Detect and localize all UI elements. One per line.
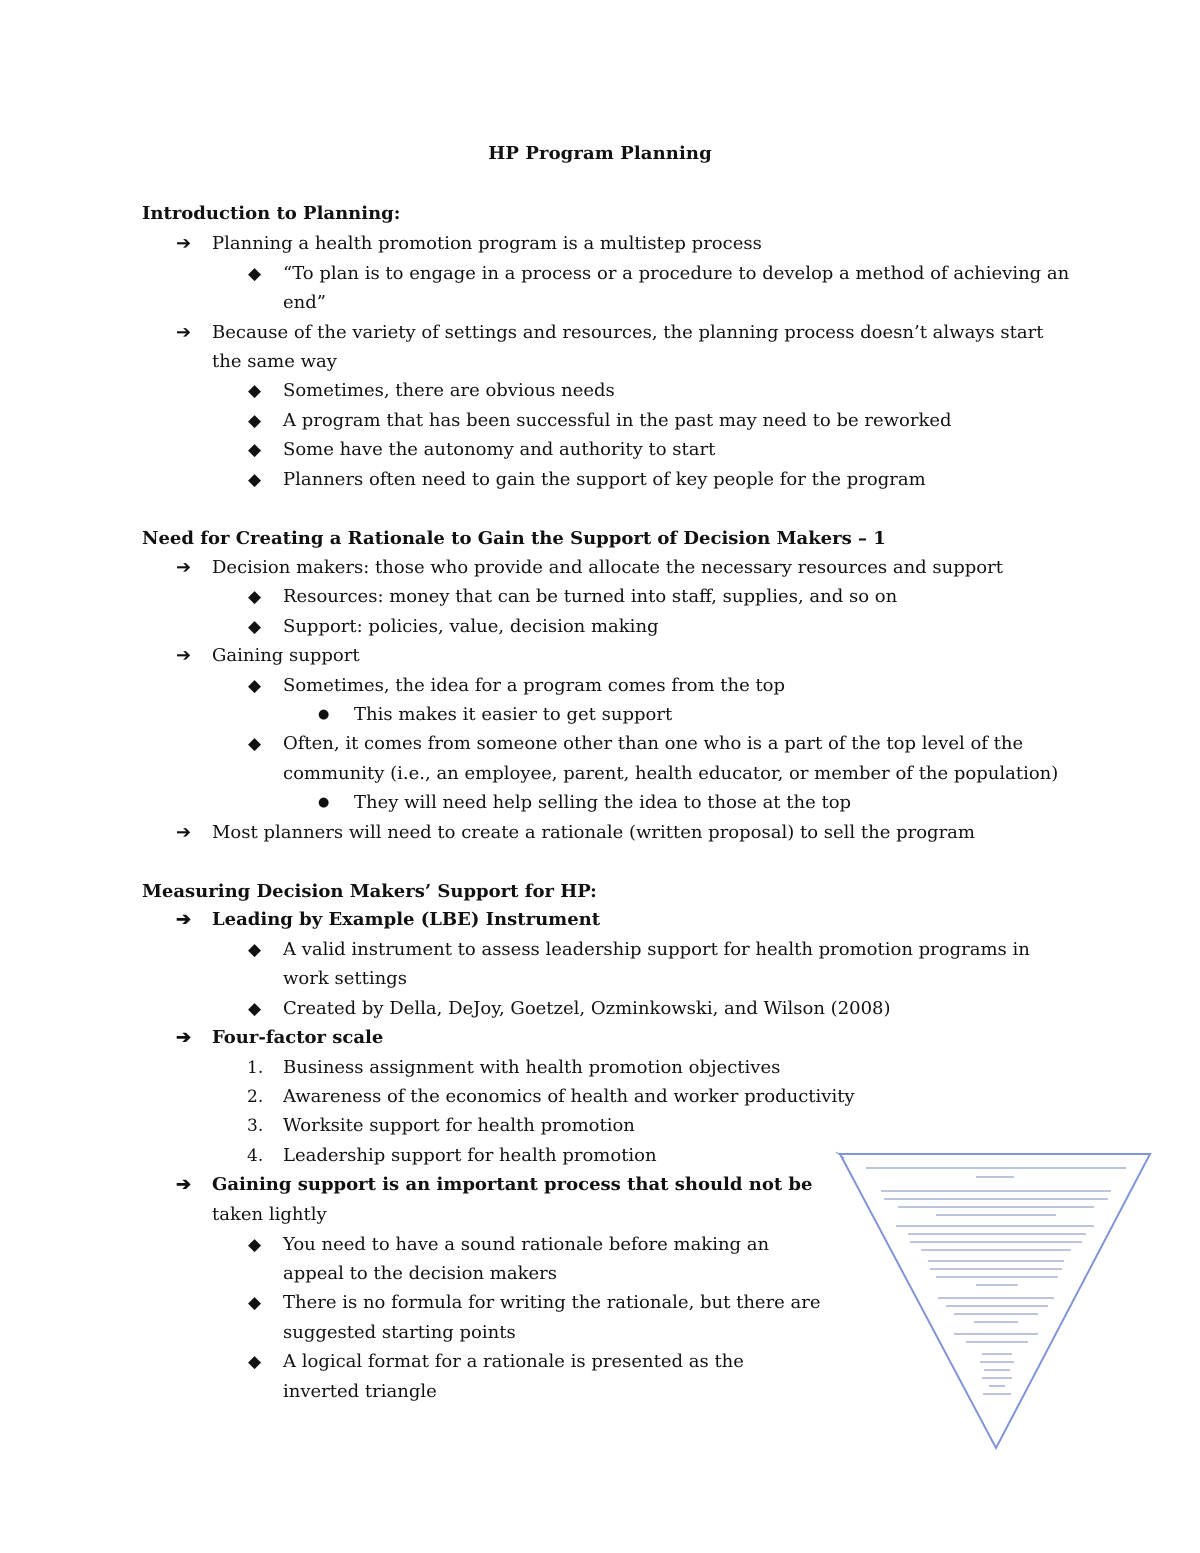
sub-bullet-item [248,435,716,465]
bullet-text: Because of the variety of settings and resources, the planning process doesn’t always start [212,322,1044,343]
sub-bullet-item [248,406,952,436]
bullet-item [176,553,1003,583]
numbered-item-text: Worksite support for health promotion [283,1115,635,1136]
sub-bullet-continuation: suggested starting points [283,1322,516,1343]
bullet-text: Planning a health promotion program is a multistep process [212,233,762,254]
bullet-item [176,1170,813,1200]
sub-bullet-text: Some have the autonomy and authority to start [283,439,716,460]
bullet-text: Most planners will need to create a rationale (written proposal) to sell the program [212,822,975,843]
diamond-icon: ◆ [248,734,262,754]
arrow-icon: ➔ [176,233,192,254]
sub-bullet-item [248,582,898,612]
dot-icon: ● [318,795,330,810]
bullet-item [176,318,1044,348]
sub-bullet-text: Planners often need to gain the support of key people for the program [283,469,926,490]
arrow-icon: ➔ [176,557,192,578]
sub-bullet-item [248,729,1024,759]
bullet-text: Four-factor scale [212,1027,384,1048]
sub-bullet-item [248,994,891,1024]
sub-bullet-text: A logical format for a rationale is presented as the [283,1351,744,1372]
diamond-icon: ◆ [248,587,262,607]
arrow-icon: ➔ [176,645,192,666]
numbered-item [247,1053,781,1083]
item-number: 1. [247,1058,264,1078]
inverted-triangle-figure [836,1150,1156,1452]
arrow-icon: ➔ [176,1174,192,1195]
sub-bullet-text: Support: policies, value, decision making [283,616,659,637]
diamond-icon: ◆ [248,617,262,637]
dot-bullet-item [318,788,852,818]
sub-bullet-item [248,376,615,406]
dot-bullet-item [318,700,673,730]
bullet-text: Decision makers: those who provide and allocate the necessary resources and support [212,557,1003,578]
sub-bullet-text: Resources: money that can be turned into staff, supplies, and so on [283,586,898,607]
sub-bullet-continuation: end” [283,292,326,313]
bullet-text: Leading by Example (LBE) Instrument [212,909,601,930]
dot-bullet-text: This makes it easier to get support [354,704,673,725]
sub-bullet-text: Created by Della, DeJoy, Goetzel, Ozminkowski, and Wilson (2008) [283,998,891,1019]
arrow-icon: ➔ [176,822,192,843]
sub-bullet-item [248,1347,744,1377]
sub-bullet-item [248,465,926,495]
sub-bullet-text: Sometimes, the idea for a program comes from the top [283,675,786,696]
sub-bullet-text: There is no formula for writing the rationale, but there are [283,1292,821,1313]
sub-bullet-item [248,259,1070,289]
sub-bullet-text: Sometimes, there are obvious needs [283,380,615,401]
diamond-icon: ◆ [248,1235,262,1255]
bullet-item [176,229,762,259]
sub-bullet-continuation: work settings [283,968,407,989]
arrow-icon: ➔ [176,1027,192,1048]
dot-icon: ● [318,707,330,722]
diamond-icon: ◆ [248,264,262,284]
sub-bullet-text: “To plan is to engage in a process or a procedure to develop a method of achieving an [283,263,1070,284]
section-heading-measuring: Measuring Decision Makers’ Support for HP: [142,881,597,902]
sub-bullet-continuation: community (i.e., an employee, parent, health educator, or member of the population) [283,763,1059,784]
sub-bullet-text: A program that has been successful in the past may need to be reworked [283,410,952,431]
sub-bullet-text: A valid instrument to assess leadership support for health promotion programs in [283,939,1030,960]
sub-bullet-item [248,612,659,642]
numbered-item [247,1141,657,1171]
numbered-item [247,1111,635,1141]
sub-bullet-text: Often, it comes from someone other than one who is a part of the top level of the [283,733,1024,754]
numbered-item [247,1082,855,1112]
item-number: 2. [247,1087,264,1107]
diamond-icon: ◆ [248,381,262,401]
diamond-icon: ◆ [248,1293,262,1313]
page-title: HP Program Planning [488,143,712,164]
sub-bullet-continuation: appeal to the decision makers [283,1263,557,1284]
bullet-continuation: the same way [212,351,337,372]
dot-bullet-text: They will need help selling the idea to those at the top [354,792,852,813]
bullet-continuation: taken lightly [212,1204,327,1225]
bullet-text: Gaining support is an important process that should not be [212,1174,813,1195]
numbered-item-text: Awareness of the economics of health and worker productivity [283,1086,855,1107]
bullet-item [176,641,360,671]
diamond-icon: ◆ [248,940,262,960]
sub-bullet-item [248,1230,770,1260]
arrow-icon: ➔ [176,322,192,343]
sub-bullet-item [248,1288,821,1318]
bullet-item [176,905,601,935]
sub-bullet-text: You need to have a sound rationale before making an [283,1234,770,1255]
triangle-outline [840,1154,1150,1448]
section-heading-intro: Introduction to Planning: [142,203,401,224]
arrow-icon: ➔ [176,909,192,930]
numbered-item-text: Leadership support for health promotion [283,1145,657,1166]
diamond-icon: ◆ [248,411,262,431]
inverted-triangle-graphic [836,1150,1156,1452]
sub-bullet-item [248,671,786,701]
diamond-icon: ◆ [248,1352,262,1372]
numbered-item-text: Business assignment with health promotion objectives [283,1057,781,1078]
sub-bullet-continuation: inverted triangle [283,1381,437,1402]
section-heading-rationale: Need for Creating a Rationale to Gain the Support of Decision Makers – 1 [142,528,886,549]
item-number: 4. [247,1146,264,1166]
bullet-text: Gaining support [212,645,360,666]
diamond-icon: ◆ [248,676,262,696]
diamond-icon: ◆ [248,470,262,490]
item-number: 3. [247,1116,264,1136]
sub-bullet-item [248,935,1030,965]
bullet-item [176,1023,384,1053]
diamond-icon: ◆ [248,999,262,1019]
bullet-item [176,818,975,848]
diamond-icon: ◆ [248,440,262,460]
